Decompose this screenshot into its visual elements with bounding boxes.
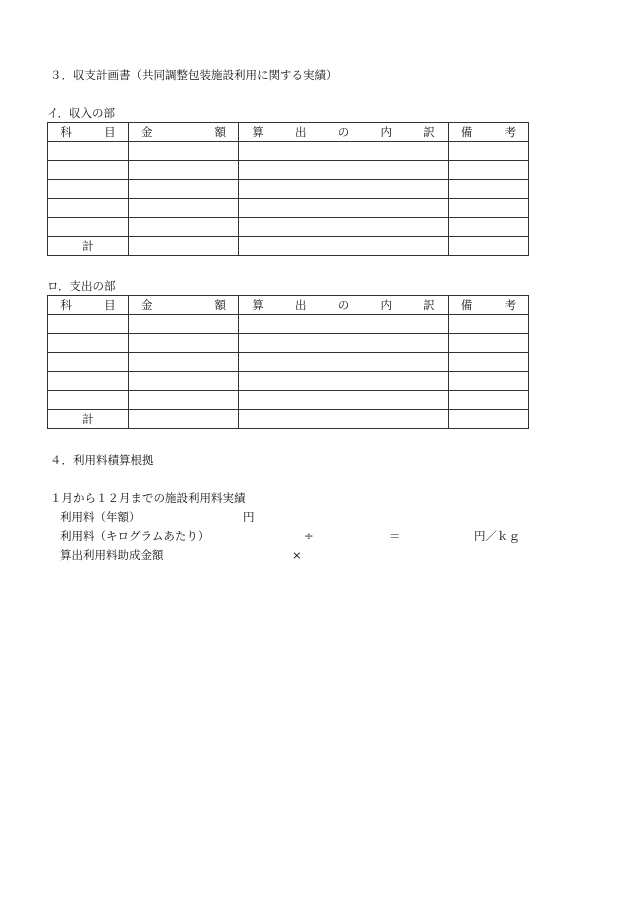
table-row bbox=[48, 372, 529, 391]
table-row bbox=[48, 161, 529, 180]
section-3-title: ３．収支計画書（共同調整包装施設利用に関する実績） bbox=[50, 68, 338, 82]
subsidy-label: 算出利用料助成金額 bbox=[60, 548, 164, 562]
table-cell[interactable] bbox=[129, 237, 239, 256]
annual-fee-unit: 円 bbox=[243, 510, 255, 524]
period-line: １月から１２月までの施設利用料実績 bbox=[50, 491, 246, 505]
table-cell[interactable] bbox=[129, 410, 239, 429]
table-cell[interactable] bbox=[239, 237, 449, 256]
table-cell[interactable] bbox=[449, 180, 529, 199]
table-row bbox=[48, 199, 529, 218]
table-cell[interactable] bbox=[449, 334, 529, 353]
table-cell[interactable] bbox=[129, 315, 239, 334]
table-cell[interactable] bbox=[129, 218, 239, 237]
multiply-symbol: × bbox=[292, 548, 302, 562]
equals-symbol: ＝ bbox=[389, 529, 401, 543]
table-cell[interactable] bbox=[449, 218, 529, 237]
column-header-breakdown: 算 出 の 内 訳 bbox=[239, 123, 449, 142]
column-header-remarks: 備 考 bbox=[449, 123, 529, 142]
table-cell[interactable] bbox=[449, 199, 529, 218]
table-cell[interactable] bbox=[48, 372, 129, 391]
column-header-subject: 科 目 bbox=[48, 296, 129, 315]
annual-fee-label: 利用料（年額） bbox=[60, 510, 141, 524]
table-cell[interactable] bbox=[449, 161, 529, 180]
table-cell[interactable] bbox=[239, 391, 449, 410]
table-cell[interactable] bbox=[129, 161, 239, 180]
table-cell[interactable] bbox=[449, 237, 529, 256]
table-cell[interactable] bbox=[239, 372, 449, 391]
column-header-amount: 金 額 bbox=[129, 123, 239, 142]
table-cell[interactable] bbox=[48, 161, 129, 180]
total-label: 計 bbox=[48, 237, 129, 256]
table-row bbox=[48, 391, 529, 410]
table-cell[interactable] bbox=[449, 142, 529, 161]
per-kg-label: 利用料（キログラムあたり） bbox=[60, 529, 210, 543]
table-row bbox=[48, 142, 529, 161]
table-row bbox=[48, 353, 529, 372]
table-total-row bbox=[48, 410, 529, 429]
table-cell[interactable] bbox=[239, 315, 449, 334]
table-cell[interactable] bbox=[129, 334, 239, 353]
table-cell[interactable] bbox=[449, 391, 529, 410]
total-label: 計 bbox=[48, 410, 129, 429]
table-cell[interactable] bbox=[129, 142, 239, 161]
table-cell[interactable] bbox=[48, 334, 129, 353]
column-header-subject: 科 目 bbox=[48, 123, 129, 142]
table-cell[interactable] bbox=[239, 142, 449, 161]
table-cell[interactable] bbox=[239, 353, 449, 372]
table-cell[interactable] bbox=[129, 353, 239, 372]
divide-symbol: ÷ bbox=[304, 529, 314, 543]
table-cell[interactable] bbox=[48, 180, 129, 199]
table-cell[interactable] bbox=[239, 218, 449, 237]
table-cell[interactable] bbox=[239, 199, 449, 218]
table-cell[interactable] bbox=[449, 315, 529, 334]
table-cell[interactable] bbox=[239, 161, 449, 180]
table-total-row bbox=[48, 237, 529, 256]
table-cell[interactable] bbox=[239, 410, 449, 429]
table-cell[interactable] bbox=[48, 218, 129, 237]
expense-table bbox=[47, 295, 529, 429]
table-cell[interactable] bbox=[48, 353, 129, 372]
income-section-title: イ．収入の部 bbox=[47, 106, 115, 120]
table-header-row bbox=[48, 296, 529, 315]
table-row bbox=[48, 218, 529, 237]
table-cell[interactable] bbox=[48, 142, 129, 161]
table-row bbox=[48, 315, 529, 334]
column-header-remarks: 備 考 bbox=[449, 296, 529, 315]
table-cell[interactable] bbox=[48, 315, 129, 334]
table-row bbox=[48, 334, 529, 353]
table-cell[interactable] bbox=[48, 199, 129, 218]
per-kg-unit: 円／ｋｇ bbox=[474, 529, 520, 543]
expense-section-title: ロ．支出の部 bbox=[47, 279, 116, 293]
table-row bbox=[48, 180, 529, 199]
table-cell[interactable] bbox=[449, 372, 529, 391]
table-cell[interactable] bbox=[129, 199, 239, 218]
column-header-breakdown: 算 出 の 内 訳 bbox=[239, 296, 449, 315]
section-4-title: ４．利用料積算根拠 bbox=[50, 453, 154, 467]
table-cell[interactable] bbox=[129, 372, 239, 391]
table-cell[interactable] bbox=[239, 180, 449, 199]
column-header-amount: 金 額 bbox=[129, 296, 239, 315]
table-header-row bbox=[48, 123, 529, 142]
income-table bbox=[47, 122, 529, 256]
table-cell[interactable] bbox=[449, 410, 529, 429]
table-cell[interactable] bbox=[239, 334, 449, 353]
table-cell[interactable] bbox=[449, 353, 529, 372]
table-cell[interactable] bbox=[48, 391, 129, 410]
table-cell[interactable] bbox=[129, 180, 239, 199]
table-cell[interactable] bbox=[129, 391, 239, 410]
